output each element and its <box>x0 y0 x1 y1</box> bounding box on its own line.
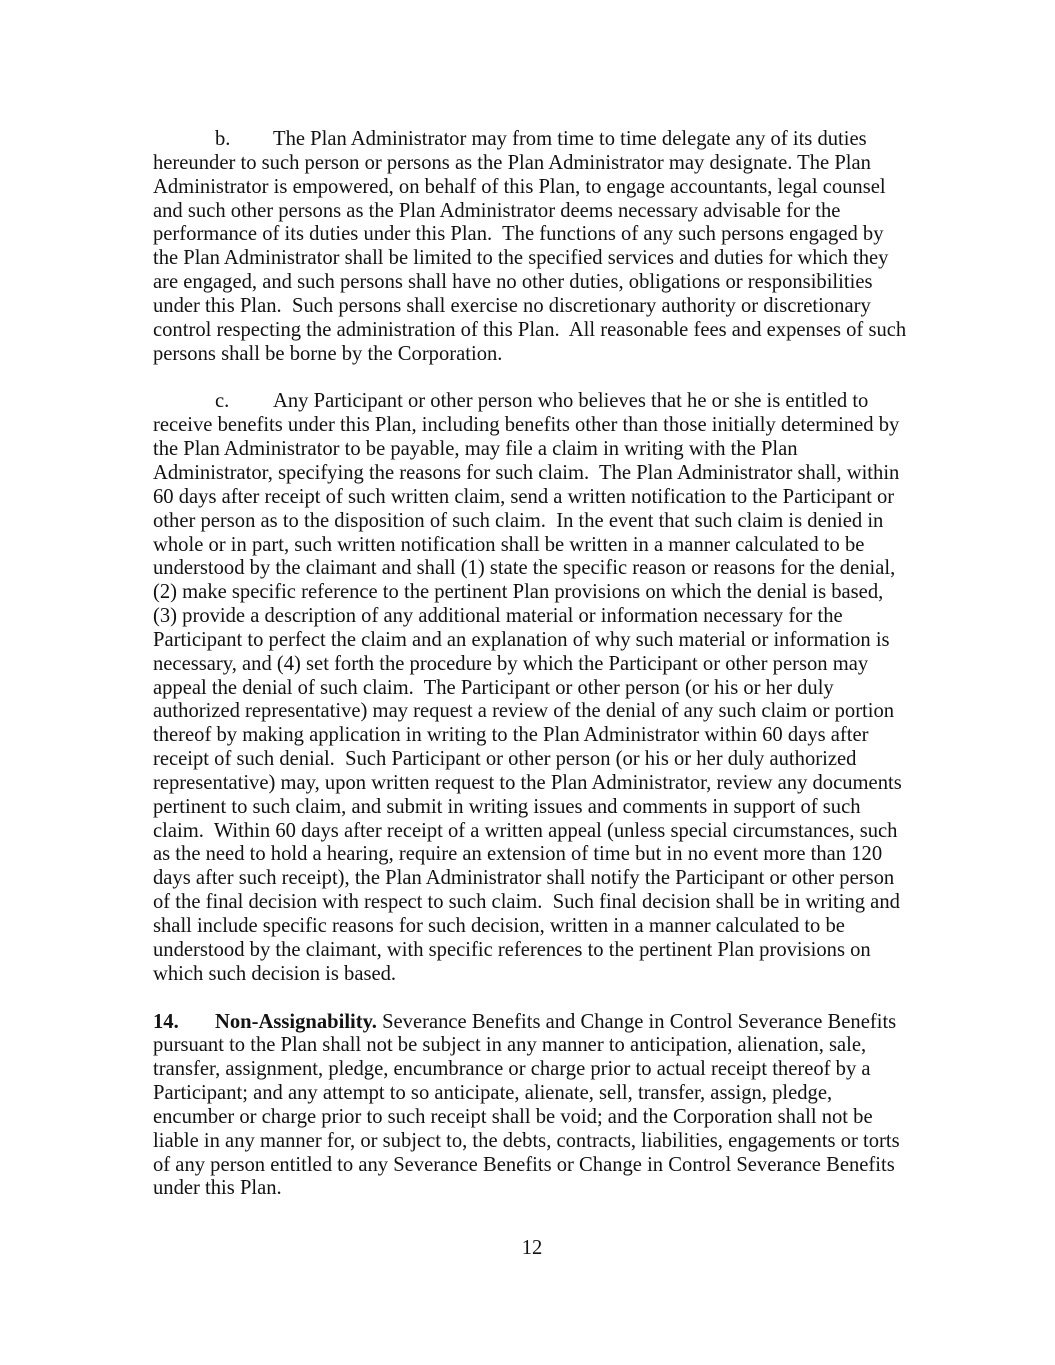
paragraph-b <box>153 128 911 366</box>
paragraph-c-text: Any Participant or other person who believes that he or she is entitled to receive benefits under this Plan, including benefits other than those initially determined by the Plan Administrator to be payable, may file a claim in writing with the Plan Administrator, specifying the reasons for such claim. The Plan Administrator shall, within 60 days after receipt of such written claim, send a written notification to the Participant or other person as to the disposition of such claim. In the event that such claim is denied in whole or in part, such written notification shall be written in a manner calculated to be understood by the claimant and shall (1) state the specific reason or reasons for the denial, (2) make specific reference to the pertinent Plan provisions on which the denial is based, (3) provide a description of any additional material or information necessary for the Participant to perfect the claim and an explanation of why such material or information is necessary, and (4) set forth the procedure by which the Participant or other person may appeal the denial of such claim. The Participant or other person (or his or her duly authorized representative) may request a review of the denial of any such claim or portion thereof by making application in writing to the Plan Administrator within 60 days after receipt of such denial. Such Participant or other person (or his or her duly authorized representative) may, upon written request to the Plan Administrator, review any documents pertinent to such claim, and submit in writing issues and comments in support of such claim. Within 60 days after receipt of a written appeal (unless special circumstances, such as the need to hold a hearing, require an extension of time but in no event more than 120 days after such receipt), the Plan Administrator shall notify the Participant or other person of the final decision with respect to such claim. Such final decision shall be in writing and shall include specific reasons for such decision, written in a manner calculated to be understood by the claimant, with specific references to the pertinent Plan provisions on which such decision is based. <box>153 390 907 985</box>
paragraph-c-label: c. <box>215 390 230 413</box>
paragraph-b-text: The Plan Administrator may from time to time delegate any of its duties hereunder to such person or persons as the Plan Administrator may designate. The Plan Administrator is empowered, on behalf of this Plan, to engage accountants, legal counsel and such other persons as the Plan Administrator deems necessary advisable for the performance of its duties under this Plan. The functions of any such persons engaged by the Plan Administrator shall be limited to the specified services and duties for which they are engaged, and such persons shall have no other duties, obligations or responsibilities under this Plan. Such persons shall exercise no discretionary authority or discretionary control respecting the administration of this Plan. All reasonable fees and expenses of such persons shall be borne by the Corporation. <box>153 128 912 365</box>
paragraph-b-label: b. <box>215 128 231 150</box>
page-number: 12 <box>521 1237 543 1260</box>
paragraph-c <box>153 390 911 986</box>
section-14-number: 14. <box>153 1010 179 1033</box>
section-14-text: Severance Benefits and Change in Control Severance Benefits pursuant to the Plan shall not be subject in any manner to anticipation, alienation, sale, transfer, assignment, pledge, encumbrance or charge prior to actual receipt thereof by a Participant; and any attempt to so anticipate, alienate, sell, transfer, assign, pledge, encumber or charge prior to such receipt shall be void; and the Corporation shall not be liable in any manner for, or subject to, the debts, contracts, liabilities, engagements or torts of any person entitled to any Severance Benefits or Change in Control Severance Benefits under this Plan. <box>153 1010 905 1200</box>
section-14-heading: Non-Assignability. <box>215 1010 377 1033</box>
section-14 <box>153 1011 911 1202</box>
